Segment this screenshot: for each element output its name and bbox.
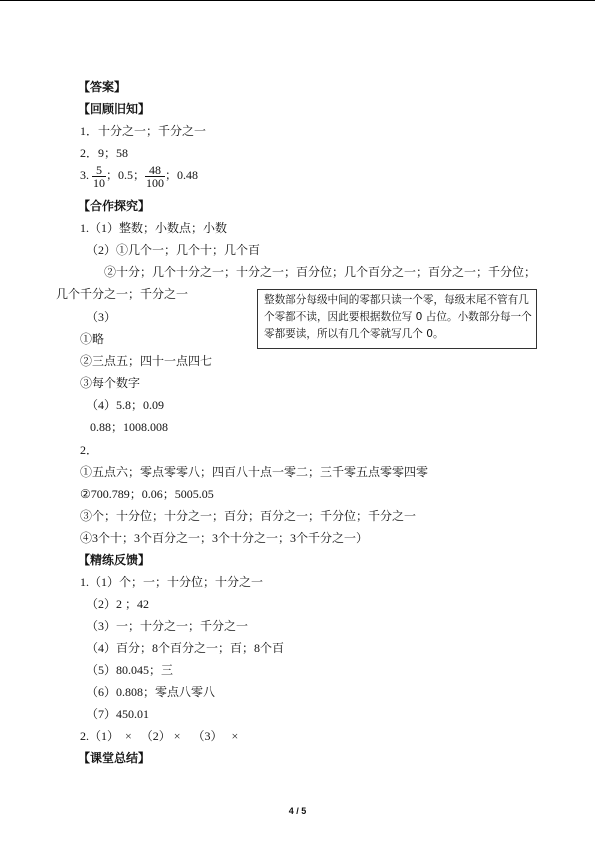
practice-line-2: （2）2 ；42 [86,597,150,611]
explore-line-9: （4）5.8；0.09 [86,398,165,412]
note-box [257,289,537,349]
explore-line-2: （2）①几个一；几个十；几个百 [86,243,261,257]
practice-line-5: （5）80.045；三 [86,663,174,677]
section-summary-title: 【课堂总结】 [78,751,151,765]
explore-line-15: ④3个十；3个百分之一；3个十分之一；3个千分之一） [80,531,369,545]
review-line-3-mid: ；0.5； [106,168,146,182]
fraction-numerator: 48 [145,164,165,177]
review-line-3-prefix: 3. [80,168,89,182]
explore-line-6: ①略 [80,332,105,346]
explore-line-5: （3） [86,310,117,324]
section-explore-title: 【合作探究】 [78,199,151,213]
explore-line-1: 1.（1）整数；小数点；小数 [80,221,228,235]
practice-line-7: （7）450.01 [86,707,150,721]
practice-line-4: （4）百分；8个百分之一；百；8个百 [86,641,285,655]
page-top-rule [0,0,595,1]
explore-line-4: 几个千分之一；千分之一 [56,287,189,301]
explore-line-12: ①五点六；零点零零八；四百八十点一零二；三千零五点零零四零 [80,465,429,479]
explore-line-14: ③个；十分位；十分之一；百分；百分之一；千分位；千分之一 [80,509,417,523]
page-number: 4 / 5 [288,806,307,816]
practice-line-6: （6）0.808；零点八零八 [86,685,216,699]
explore-line-7: ②三点五；四十一点四七 [80,354,213,368]
explore-line-10: 0.88；1008.008 [90,420,169,434]
explore-line-8: ③每个数字 [80,376,141,390]
review-line-3 [80,162,198,189]
review-line-3-suffix: ；0.48 [165,168,199,182]
answer-heading: 【答案】 [78,80,127,94]
practice-line-8: 2.（1） × （2） × （3） × [80,729,239,743]
note-line-3: 零都要读，所以有几个零就写几个 0。 [264,328,444,340]
section-review-title: 【回顾旧知】 [78,102,151,116]
fraction-48-100 [145,164,165,189]
fraction-denominator: 100 [146,175,165,190]
explore-line-11: 2． [80,443,99,457]
fraction-denominator: 10 [93,175,105,190]
practice-line-1: 1.（1）个；一；十分位；十分之一 [80,575,264,589]
fraction-numerator: 5 [92,164,106,177]
explore-line-3: ②十分；几个十分之一；十分之一；百分位；几个百分之一；百分之一；千分位； [104,265,537,279]
note-line-1: 整数部分每级中间的零都只读一个零，每级末尾不管有几 [264,294,529,306]
explore-line-13: ②700.789；0.06；5005.05 [80,487,214,501]
section-practice-title: 【精练反馈】 [78,553,151,567]
review-line-1: 1．十分之一；千分之一 [80,124,207,138]
practice-line-3: （3）一；十分之一；千分之一 [86,619,249,633]
note-line-2: 个零都不读，因此要根据数位写 0 占位。小数部分每一个 [264,311,532,323]
review-line-2: 2．9；58 [80,146,129,160]
fraction-5-10 [92,164,106,189]
